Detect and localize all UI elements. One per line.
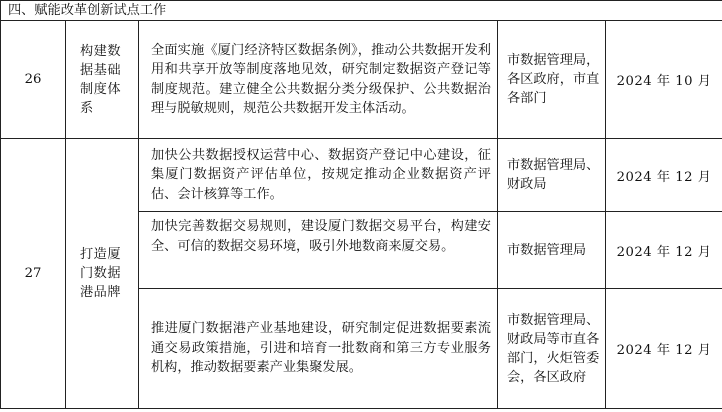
table-row xyxy=(1,139,722,212)
deadline: 2024 年 12 月 xyxy=(606,139,722,212)
section-title: 四、赋能改革创新试点工作 xyxy=(1,1,722,21)
task-content: 推进厦门数据港产业基地建设，研究制定促进数据要素流通交易政策措施，引进和培育一批数商和第三方专业服务机构，推动数据要素产业集聚发展。 xyxy=(139,289,498,409)
deadline: 2024 年 12 月 xyxy=(606,212,722,289)
responsible-unit: 市数据管理局、财政局等市直各部门，火炬管委会，各区政府 xyxy=(498,289,606,409)
task-content: 全面实施《厦门经济特区数据条例》，推动公共数据开发利用和共享开放等制度落地见效，研究制定数据资产登记等制度规范。建立健全公共数据分类分级保护、公共数据治理与脱敏规则，规范公共数据开发主体活动。 xyxy=(139,21,498,139)
responsible-unit: 市数据管理局、财政局 xyxy=(498,139,606,212)
section-row xyxy=(1,1,722,21)
table-row xyxy=(1,21,722,139)
row-number: 26 xyxy=(1,21,66,139)
responsible-unit: 市数据管理局，各区政府，市直各部门 xyxy=(498,21,606,139)
task-content: 加快完善数据交易规则，建设厦门数据交易平台，构建安全、可信的数据交易环境，吸引外地数商来厦交易。 xyxy=(139,212,498,289)
task-content: 加快公共数据授权运营中心、数据资产登记中心建设，征集厦门数据资产评估单位，按规定推动企业数据资产评估、会计核算等工作。 xyxy=(139,139,498,212)
task-name: 构建数据基础制度体系 xyxy=(66,21,139,139)
deadline: 2024 年 10 月 xyxy=(606,21,722,139)
deadline: 2024 年 12 月 xyxy=(606,289,722,409)
row-number: 27 xyxy=(1,139,66,409)
responsible-unit: 市数据管理局 xyxy=(498,212,606,289)
task-name: 打造厦门数据港品牌 xyxy=(66,139,139,409)
